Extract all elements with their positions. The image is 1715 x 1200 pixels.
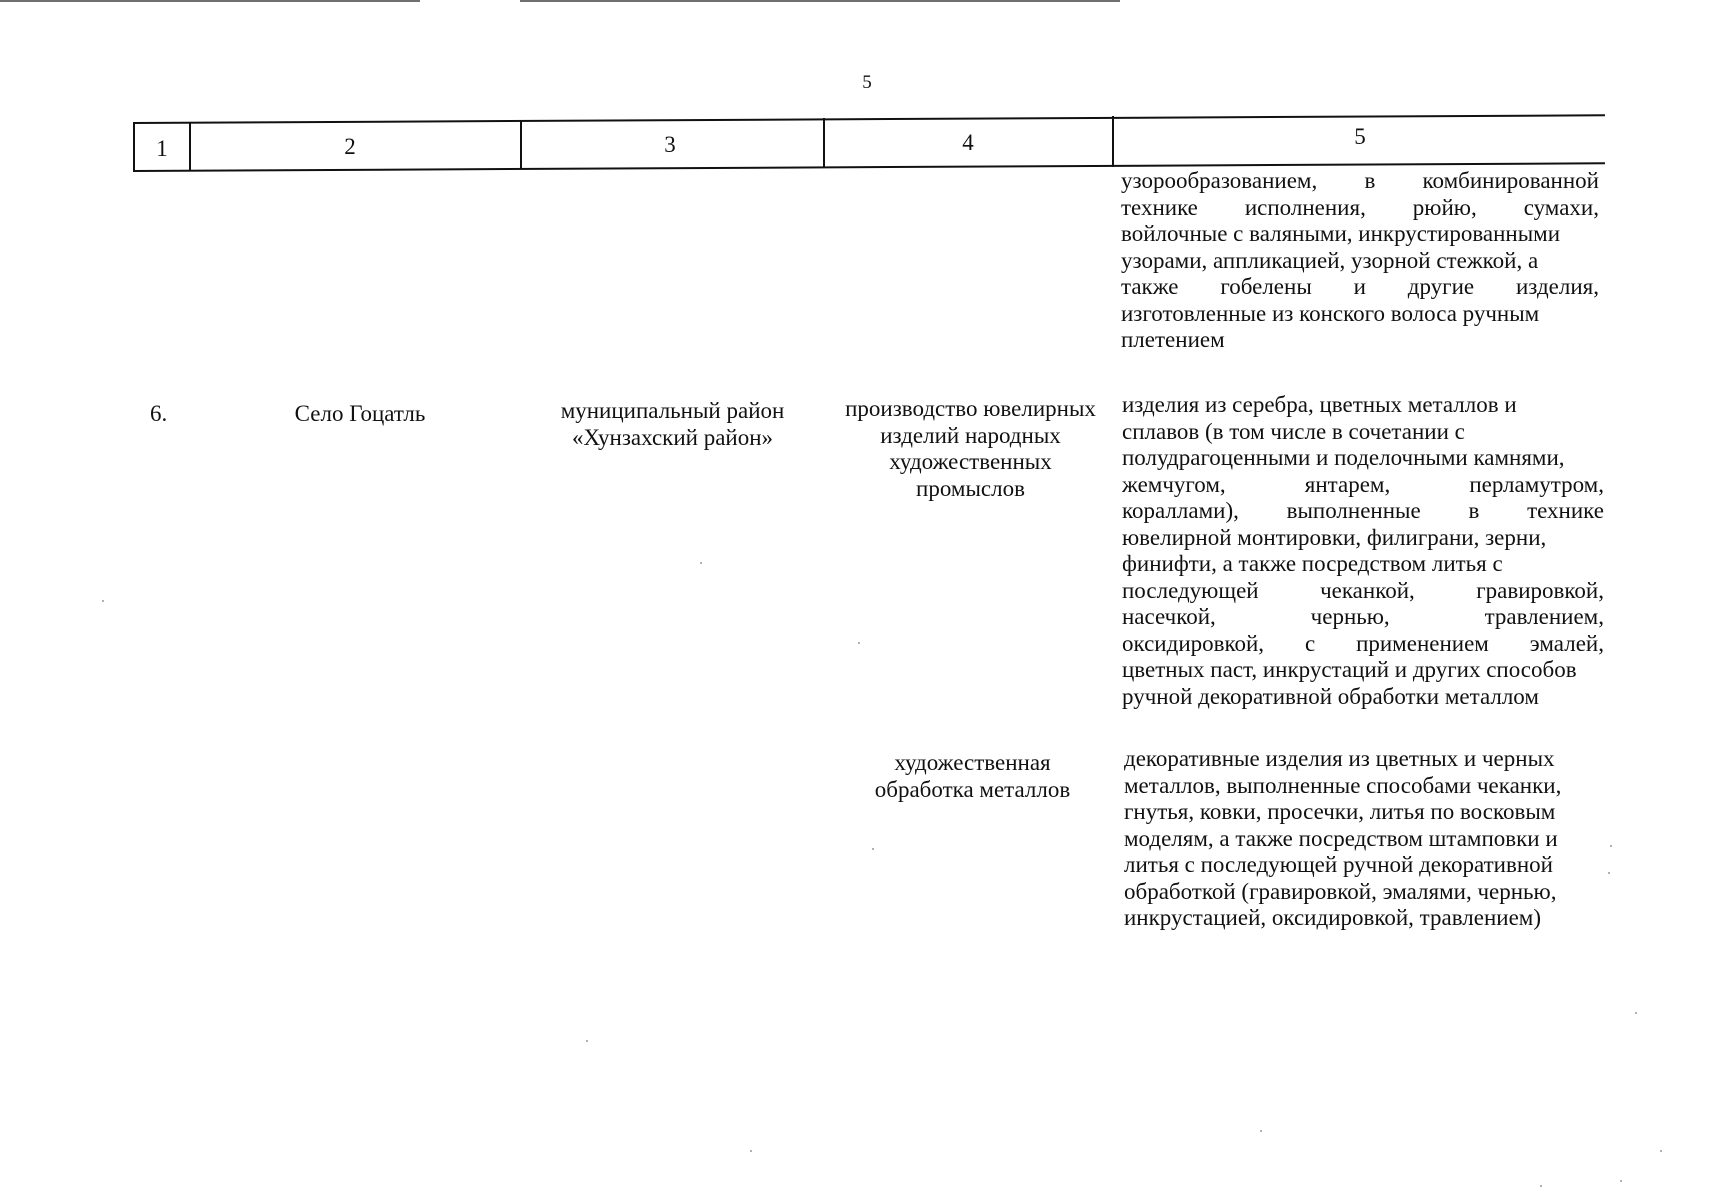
text-line: ювелирной монтировки, филиграни, зерни, <box>1122 524 1547 550</box>
craft-1-name <box>828 396 1113 502</box>
text-line: последующей чеканкой, гравировкой, <box>1122 577 1604 603</box>
page-number: 5 <box>862 72 872 93</box>
text-line: обработкой (гравировкой, эмалями, чернью, <box>1124 878 1557 904</box>
scan-speck <box>1610 845 1612 847</box>
continuation-description <box>1121 168 1599 354</box>
place-name: Село Гоцатль <box>294 401 426 426</box>
craft-name-line: художественных <box>889 449 1052 474</box>
scan-edge <box>0 0 1715 2</box>
craft-name-line: обработка металлов <box>874 776 1071 802</box>
scan-speck <box>1620 1180 1622 1182</box>
scan-speck <box>858 642 860 644</box>
text-line: технике исполнения, рюйю, сумахи, <box>1121 194 1599 220</box>
header-col-2: 2 <box>344 134 356 159</box>
craft-2-name <box>830 750 1115 803</box>
text-line: оксидировкой, с применением эмалей, <box>1122 630 1604 656</box>
district-line-1: муниципальный район <box>560 398 785 423</box>
text-line: ручной декоративной обработки металлом <box>1122 683 1539 709</box>
text-line: кораллами), выполненные в технике <box>1122 498 1604 523</box>
scan-speck <box>102 600 104 602</box>
header-col-4: 4 <box>962 130 974 155</box>
header-col-5: 5 <box>1354 124 1366 149</box>
text-line: металлов, выполненные способами чеканки, <box>1124 772 1562 798</box>
text-line: узорообразованием, в комбинированной <box>1121 168 1599 193</box>
scan-speck <box>872 848 874 850</box>
scan-speck <box>1635 1012 1637 1014</box>
text-line: войлочные с валяными, инкрустированными <box>1121 221 1561 246</box>
district-name <box>535 398 810 451</box>
text-line: финифти, а также посредством литья с <box>1122 551 1503 576</box>
text-line: изделия из серебра, цветных металлов и <box>1122 392 1517 417</box>
row-number: 6. <box>150 401 168 426</box>
header-top-border <box>133 114 1605 124</box>
text-line: литья с последующей ручной декоративной <box>1124 852 1553 877</box>
text-line: гнутья, ковки, просечки, литья по восковым <box>1124 799 1556 824</box>
header-left-border <box>133 123 135 171</box>
text-line: жемчугом, янтарем, перламутром, <box>1122 471 1604 497</box>
header-divider-3 <box>823 118 825 168</box>
craft-name-line: изделий народных <box>880 422 1061 448</box>
scan-speck <box>1540 1185 1542 1187</box>
craft-name-line: промыслов <box>916 475 1025 501</box>
craft-2-description <box>1124 746 1606 932</box>
text-line: инкрустацией, оксидировкой, травлением) <box>1124 905 1541 930</box>
text-line: узорами, аппликацией, узорной стежкой, а <box>1121 247 1539 273</box>
header-col-3: 3 <box>664 132 676 157</box>
scan-speck <box>586 1040 588 1042</box>
header-divider-2 <box>520 120 522 169</box>
craft-name-line: производство ювелирных <box>845 396 1096 421</box>
craft-1-description <box>1122 392 1604 710</box>
text-line: плетением <box>1121 327 1225 352</box>
scan-speck <box>750 1150 752 1152</box>
text-line: моделям, а также посредством штамповки и <box>1124 825 1558 851</box>
text-line: изготовленные из конского волоса ручным <box>1121 300 1540 326</box>
header-col-1: 1 <box>156 136 168 161</box>
scan-speck <box>1608 872 1610 874</box>
craft-name-line: художественная <box>894 750 1051 775</box>
text-line: сплавов (в том числе в сочетании с <box>1122 418 1465 444</box>
scan-speck <box>1260 1130 1262 1132</box>
header-divider-1 <box>189 122 191 171</box>
scan-speck <box>1660 1150 1662 1152</box>
text-line: насечкой, чернью, травлением, <box>1122 604 1604 629</box>
header-divider-4 <box>1112 116 1114 167</box>
district-line-2: «Хунзахский район» <box>571 424 774 450</box>
text-line: также гобелены и другие изделия, <box>1121 274 1599 299</box>
text-line: декоративные изделия из цветных и черных <box>1124 746 1555 771</box>
text-line: цветных паст, инкрустаций и других способов <box>1122 657 1577 682</box>
scan-speck <box>700 562 702 564</box>
text-line: полудрагоценными и поделочными камнями, <box>1122 445 1565 470</box>
